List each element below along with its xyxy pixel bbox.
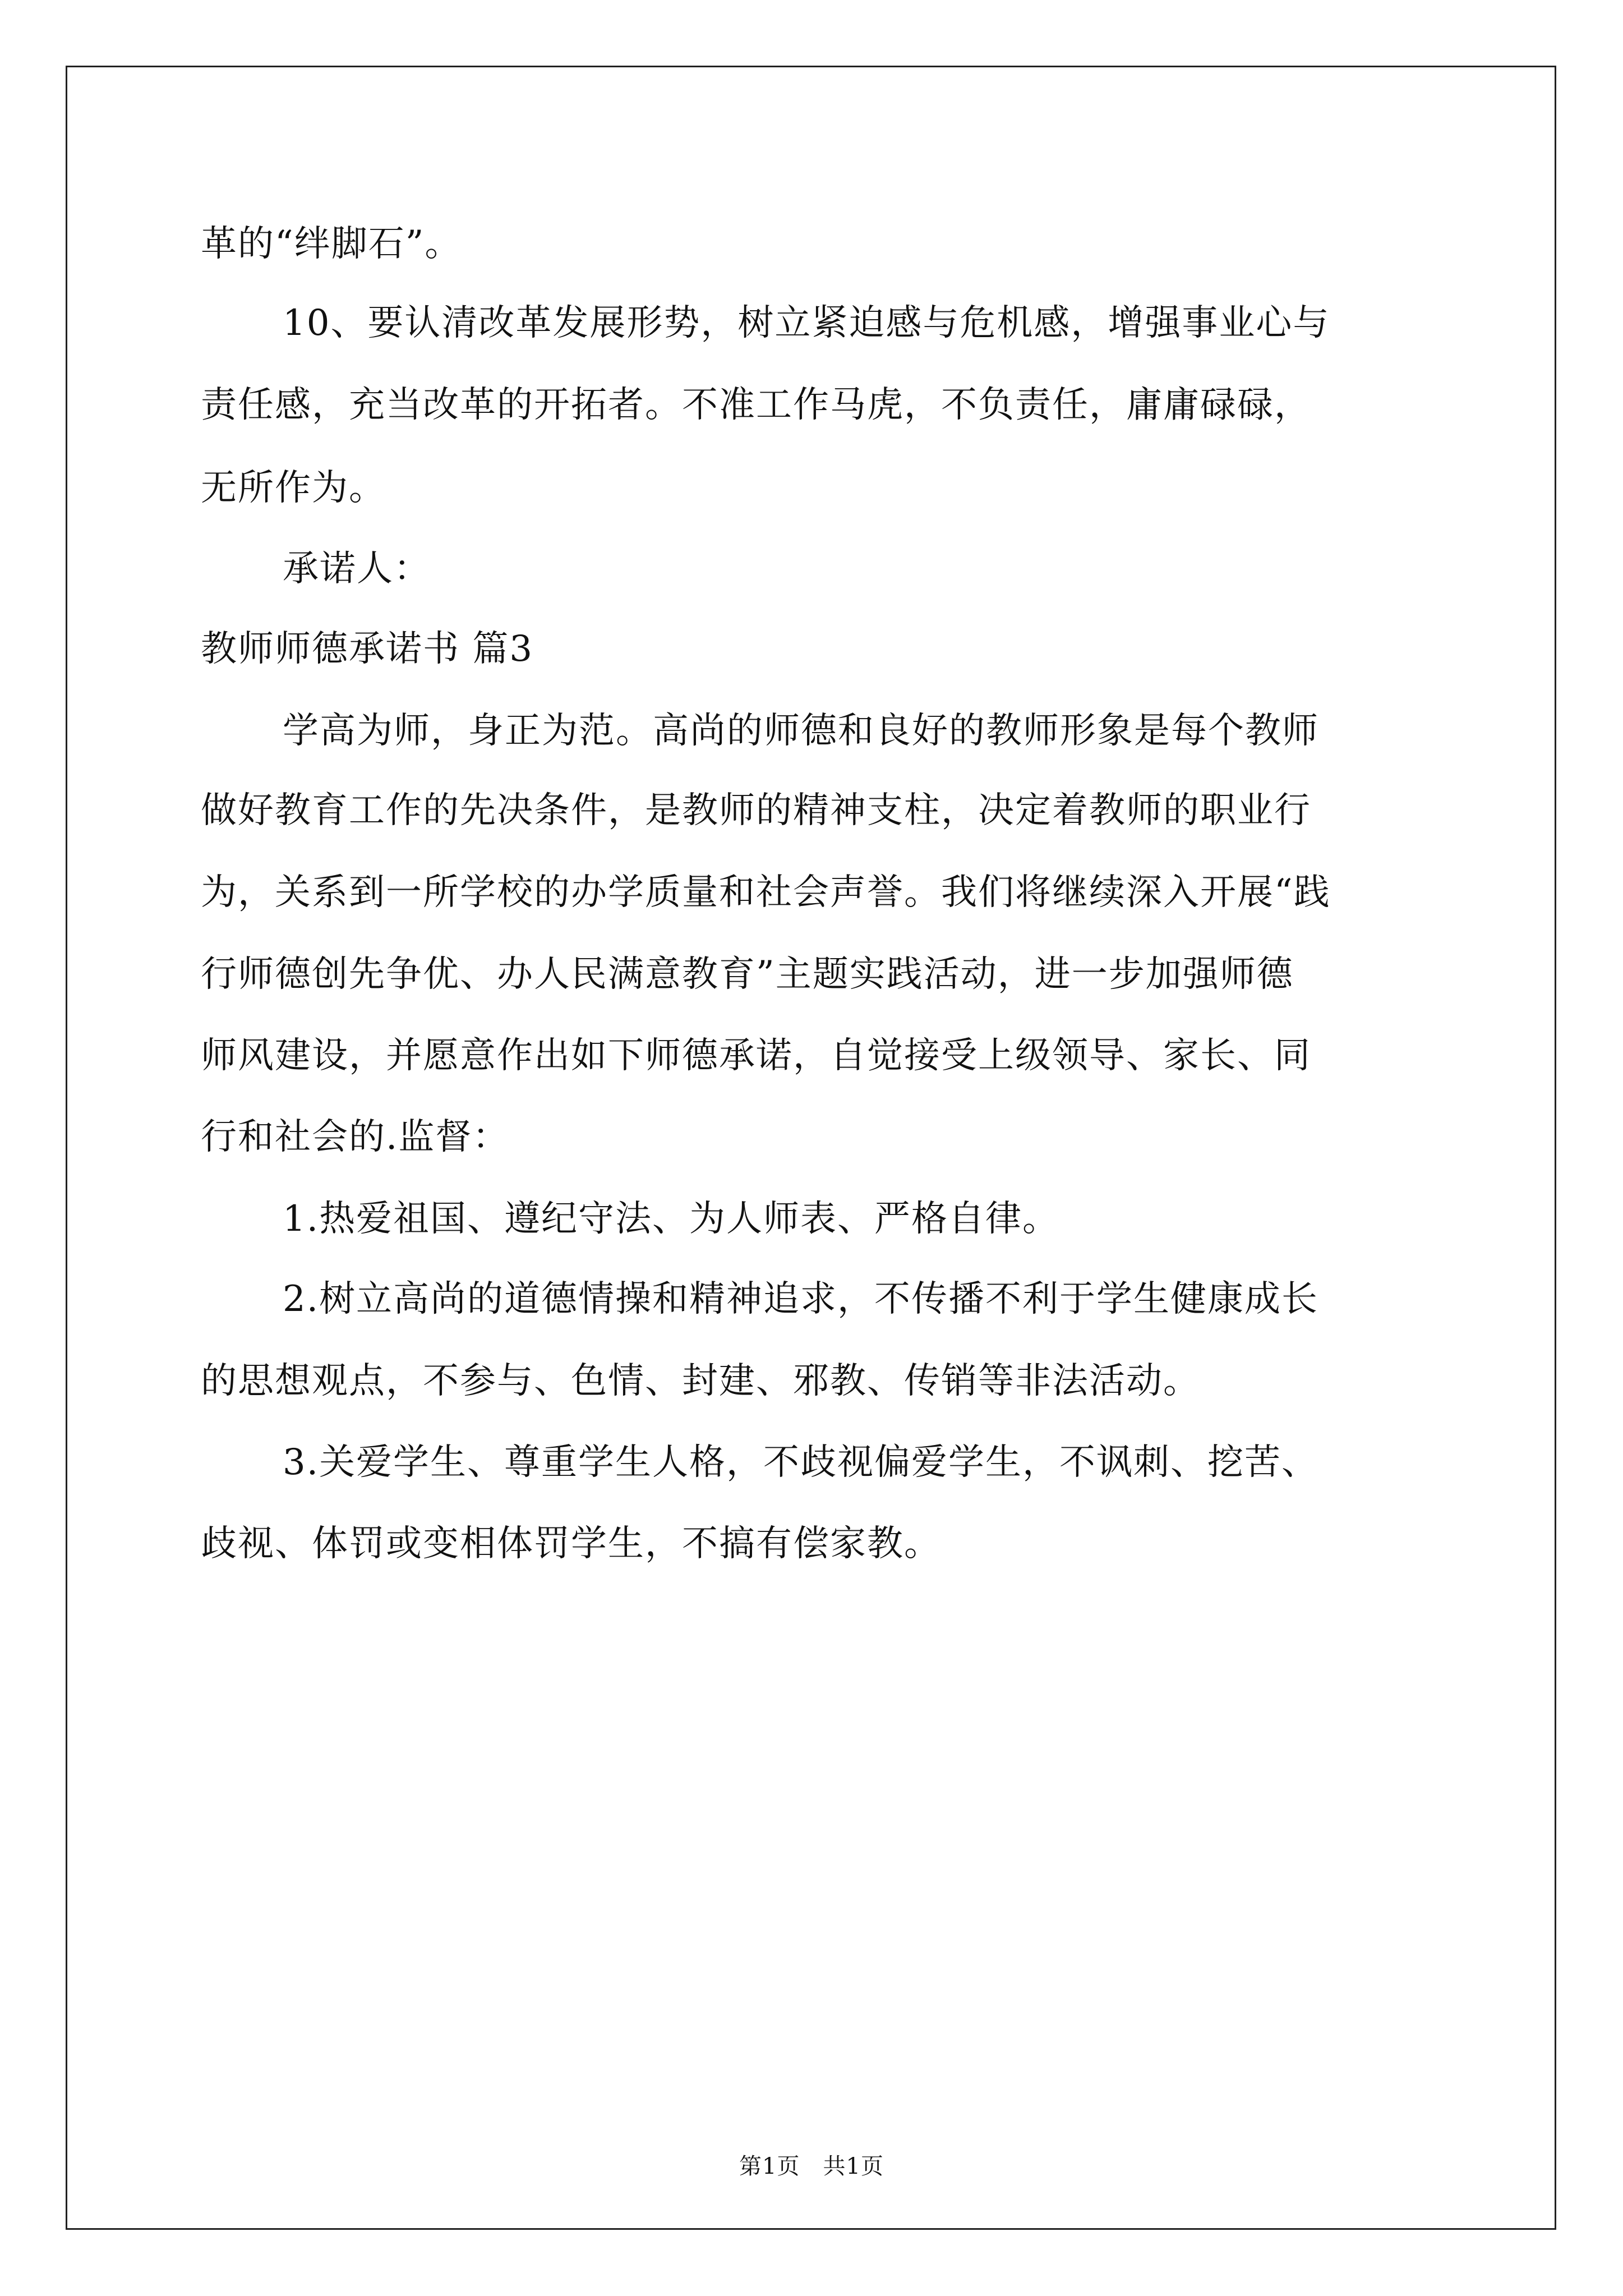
text-line: 10、要认清改革发展形势，树立紧迫感与危机感，增强事业心与 <box>283 302 1330 344</box>
list-item: 1.热爱祖国、遵纪守法、为人师表、严格自律。 <box>283 1198 1060 1240</box>
text-line: 歧视、体罚或变相体罚学生，不搞有偿家教。 <box>201 1523 941 1565</box>
text-line: 师风建设，并愿意作出如下师德承诺，自觉接受上级领导、家长、同 <box>201 1035 1311 1076</box>
text-line: 为，关系到一所学校的办学质量和社会声誉。我们将继续深入开展“践 <box>201 872 1331 913</box>
text-line: 责任感，充当改革的开拓者。不准工作马虎，不负责任，庸庸碌碌， <box>201 384 1311 426</box>
text-line: 行和社会的.监督： <box>201 1116 510 1158</box>
text-line: 无所作为。 <box>201 467 386 509</box>
list-item: 3.关爱学生、尊重学生人格，不歧视偏爱学生，不讽刺、挖苦、 <box>283 1442 1319 1483</box>
page-footer: 第1页 共1页 <box>739 2154 884 2179</box>
text-line: 做好教育工作的先决条件，是教师的精神支柱，决定着教师的职业行 <box>201 790 1311 831</box>
text-line: 的思想观点，不参与、色情、封建、邪教、传销等非法活动。 <box>201 1360 1200 1402</box>
text-line: 行师德创先争优、办人民满意教育”主题实践活动，进一步加强师德 <box>201 954 1294 995</box>
section-heading: 教师师德承诺书 篇3 <box>201 628 534 670</box>
text-line: 革的“绊脚石”。 <box>201 223 462 265</box>
list-item: 2.树立高尚的道德情操和精神追求，不传播不利于学生健康成长 <box>283 1278 1319 1320</box>
text-line: 学高为师，身正为范。高尚的师德和良好的教师形象是每个教师 <box>283 710 1319 752</box>
signatory-label: 承诺人： <box>283 548 431 590</box>
